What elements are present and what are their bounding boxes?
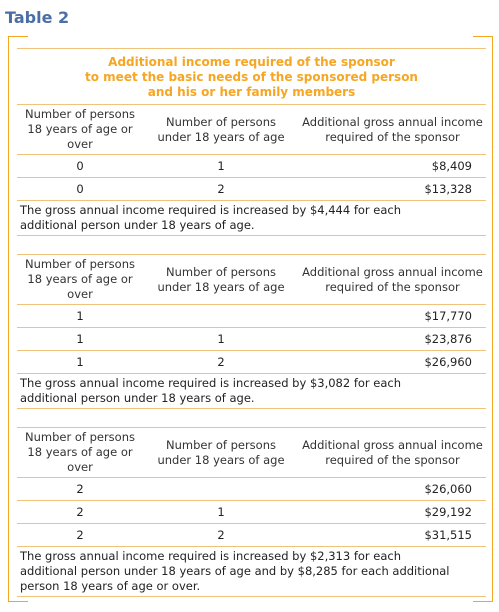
header-income xyxy=(299,428,486,478)
section-note xyxy=(17,201,486,236)
cell-adults: 1 xyxy=(17,351,143,374)
note-line: additional person under 18 years of age and by $8,285 for each additional xyxy=(20,564,450,578)
frame-corner xyxy=(8,36,28,37)
column-header-row xyxy=(17,105,486,155)
cell-adults: 1 xyxy=(17,328,143,351)
section-gap xyxy=(17,409,486,428)
cell-income xyxy=(299,178,486,201)
table-row xyxy=(17,524,486,547)
note-line: person 18 years of age or over. xyxy=(20,579,201,593)
frame-right-rule xyxy=(492,36,493,601)
header-adults xyxy=(17,428,143,478)
table-row xyxy=(17,351,486,374)
caption-line: to meet the basic needs of the sponsored person xyxy=(85,70,418,84)
cell-children: 2 xyxy=(143,351,299,374)
note-text xyxy=(17,547,486,597)
note-line: The gross annual income required is increased by $2,313 for each xyxy=(20,549,402,563)
frame-corner xyxy=(8,601,28,602)
income-value: $26,960 xyxy=(424,354,472,369)
income-value: $23,876 xyxy=(424,331,472,346)
income-value: $31,515 xyxy=(424,527,472,542)
frame-corner xyxy=(473,601,493,602)
section-note xyxy=(17,374,486,409)
table-caption xyxy=(17,49,486,105)
section-note xyxy=(17,547,486,597)
header-line: Number of persons xyxy=(24,430,135,444)
income-value: $13,328 xyxy=(424,181,472,196)
cell-adults: 2 xyxy=(17,501,143,524)
header-line: Number of persons xyxy=(24,257,135,271)
cell-adults: 2 xyxy=(17,524,143,547)
cell-income xyxy=(299,351,486,374)
note-line: additional person under 18 years of age. xyxy=(20,391,255,405)
header-line: Number of persons xyxy=(165,114,276,129)
header-line: Number of persons xyxy=(24,107,135,121)
income-table xyxy=(17,48,486,597)
table-row xyxy=(17,178,486,201)
frame-corner xyxy=(473,36,493,37)
table-row xyxy=(17,305,486,328)
caption-line: and his or her family members xyxy=(147,85,356,99)
cell-children: 1 xyxy=(143,328,299,351)
income-value: $17,770 xyxy=(424,308,472,323)
header-children xyxy=(143,255,299,305)
frame-left-rule xyxy=(8,36,9,601)
note-line: additional person under 18 years of age. xyxy=(20,218,255,232)
table-row xyxy=(17,478,486,501)
cell-income xyxy=(299,478,486,501)
income-value: $26,060 xyxy=(424,481,472,496)
header-line: under 18 years of age xyxy=(157,279,285,294)
cell-adults: 0 xyxy=(17,155,143,178)
note-text xyxy=(17,201,486,236)
cell-income xyxy=(299,328,486,351)
cell-children: 1 xyxy=(143,501,299,524)
header-line: under 18 years of age xyxy=(157,129,285,144)
header-income xyxy=(299,105,486,155)
table-row xyxy=(17,501,486,524)
table-row xyxy=(17,328,486,351)
header-children xyxy=(143,105,299,155)
cell-children xyxy=(143,478,299,501)
cell-income xyxy=(299,524,486,547)
cell-income xyxy=(299,305,486,328)
cell-income xyxy=(299,501,486,524)
cell-income xyxy=(299,155,486,178)
header-line: Additional gross annual income xyxy=(302,264,483,279)
header-line: 18 years of age or xyxy=(27,445,133,459)
income-value: $8,409 xyxy=(431,158,472,173)
cell-adults: 0 xyxy=(17,178,143,201)
header-adults xyxy=(17,255,143,305)
column-header-row xyxy=(17,255,486,305)
header-line: Number of persons xyxy=(165,264,276,279)
header-line: 18 years of age or xyxy=(27,272,133,286)
header-line: under 18 years of age xyxy=(157,452,285,467)
note-text xyxy=(17,374,486,409)
header-line: 18 years of age or xyxy=(27,122,133,136)
page-title: Table 2 xyxy=(5,8,70,27)
header-line: over xyxy=(67,287,93,301)
header-line: Additional gross annual income xyxy=(302,114,483,129)
cell-adults: 2 xyxy=(17,478,143,501)
header-line: over xyxy=(67,460,93,474)
header-line: required of the sponsor xyxy=(325,452,460,467)
header-line: Number of persons xyxy=(165,437,276,452)
header-adults xyxy=(17,105,143,155)
cell-adults: 1 xyxy=(17,305,143,328)
note-line: The gross annual income required is increased by $4,444 for each xyxy=(20,203,402,217)
cell-children: 2 xyxy=(143,178,299,201)
header-children xyxy=(143,428,299,478)
table-row xyxy=(17,155,486,178)
header-line: required of the sponsor xyxy=(325,129,460,144)
cell-children: 2 xyxy=(143,524,299,547)
note-line: The gross annual income required is increased by $3,082 for each xyxy=(20,376,402,390)
cell-children: 1 xyxy=(143,155,299,178)
header-line: Additional gross annual income xyxy=(302,437,483,452)
section-gap xyxy=(17,236,486,255)
header-line: over xyxy=(67,137,93,151)
column-header-row xyxy=(17,428,486,478)
income-value: $29,192 xyxy=(424,504,472,519)
header-line: required of the sponsor xyxy=(325,279,460,294)
header-income xyxy=(299,255,486,305)
cell-children xyxy=(143,305,299,328)
caption-line: Additional income required of the sponsor xyxy=(108,55,395,69)
